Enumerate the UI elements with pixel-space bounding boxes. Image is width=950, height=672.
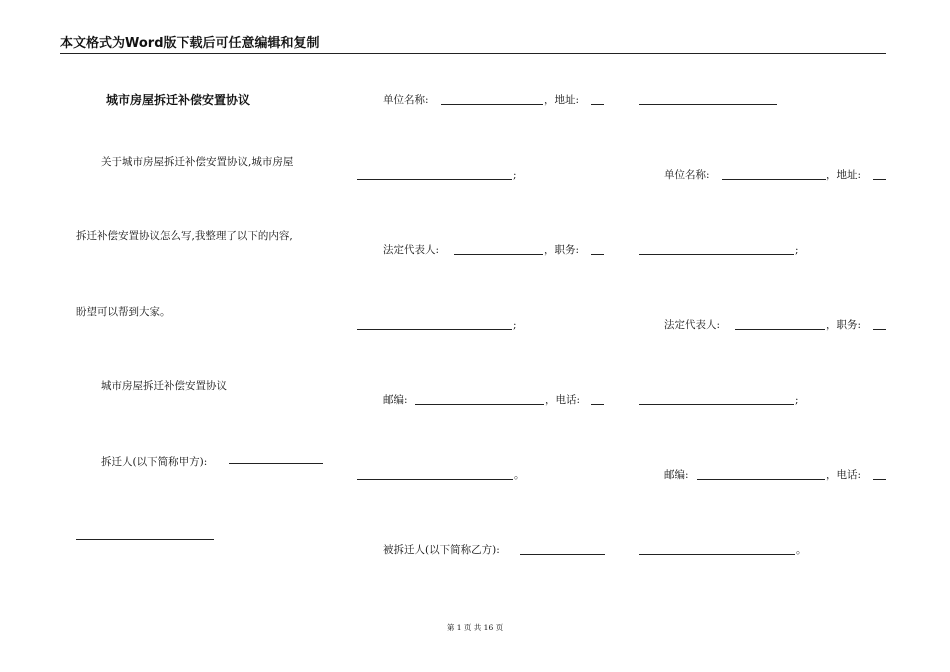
- position-label-b: ，职务:: [826, 319, 862, 331]
- legal-rep-label: 法定代表人:: [383, 244, 440, 256]
- intro-line-1: 关于城市房屋拆迁补偿安置协议,城市房屋: [101, 156, 294, 168]
- intro-line-2: 拆迁补偿安置协议怎么写,我整理了以下的内容,: [76, 230, 293, 242]
- party-a-blank-continued: [76, 539, 214, 540]
- semicolon: ;: [795, 394, 799, 406]
- phone-blank: [591, 404, 604, 405]
- address-blank-b-continued: [639, 254, 794, 255]
- address-blank: [591, 104, 604, 105]
- document-header: 本文格式为Word版下载后可任意编辑和复制: [60, 34, 886, 54]
- unit-name-label: 单位名称:: [383, 94, 429, 106]
- position-blank: [591, 254, 604, 255]
- legal-rep-blank-b: [735, 329, 825, 330]
- position-blank-b: [873, 329, 886, 330]
- unit-name-blank: [441, 104, 543, 105]
- party-a-blank: [229, 463, 323, 464]
- position-blank-b-continued: [639, 404, 794, 405]
- postcode-blank-b: [697, 479, 825, 480]
- position-label: ，职务:: [544, 244, 580, 256]
- address-blank-continued: [357, 179, 512, 180]
- phone-blank-continued: [357, 479, 513, 480]
- semicolon: ;: [513, 169, 517, 181]
- full-stop: 。: [796, 544, 807, 556]
- unit-name-label-b: 单位名称:: [664, 169, 710, 181]
- full-stop: 。: [514, 469, 525, 481]
- semicolon: ;: [795, 244, 799, 256]
- postcode-label: 邮编:: [383, 394, 408, 406]
- address-label-b: ，地址:: [826, 169, 862, 181]
- legal-rep-blank: [454, 254, 543, 255]
- party-b-blank-continued: [639, 104, 777, 105]
- party-b-label: 被拆迁人(以下简称乙方):: [383, 544, 500, 556]
- party-b-blank: [520, 554, 605, 555]
- unit-name-blank-b: [722, 179, 826, 180]
- document-title: 城市房屋拆迁补偿安置协议: [106, 93, 251, 107]
- postcode-label-b: 邮编:: [664, 469, 689, 481]
- legal-rep-label-b: 法定代表人:: [664, 319, 721, 331]
- phone-label-b: ，电话:: [826, 469, 862, 481]
- semicolon: ;: [513, 319, 517, 331]
- phone-label: ，电话:: [545, 394, 581, 406]
- intro-line-3: 盼望可以帮到大家。: [76, 306, 171, 318]
- position-blank-continued: [357, 329, 512, 330]
- page-number: 第 1 页 共 16 页: [446, 623, 504, 632]
- party-a-label: 拆迁人(以下简称甲方):: [101, 456, 208, 468]
- phone-blank-b: [873, 479, 886, 480]
- address-blank-b: [873, 179, 886, 180]
- agreement-subtitle: 城市房屋拆迁补偿安置协议: [101, 380, 227, 392]
- phone-blank-b-continued: [639, 554, 795, 555]
- postcode-blank: [415, 404, 544, 405]
- address-label: ，地址:: [544, 94, 580, 106]
